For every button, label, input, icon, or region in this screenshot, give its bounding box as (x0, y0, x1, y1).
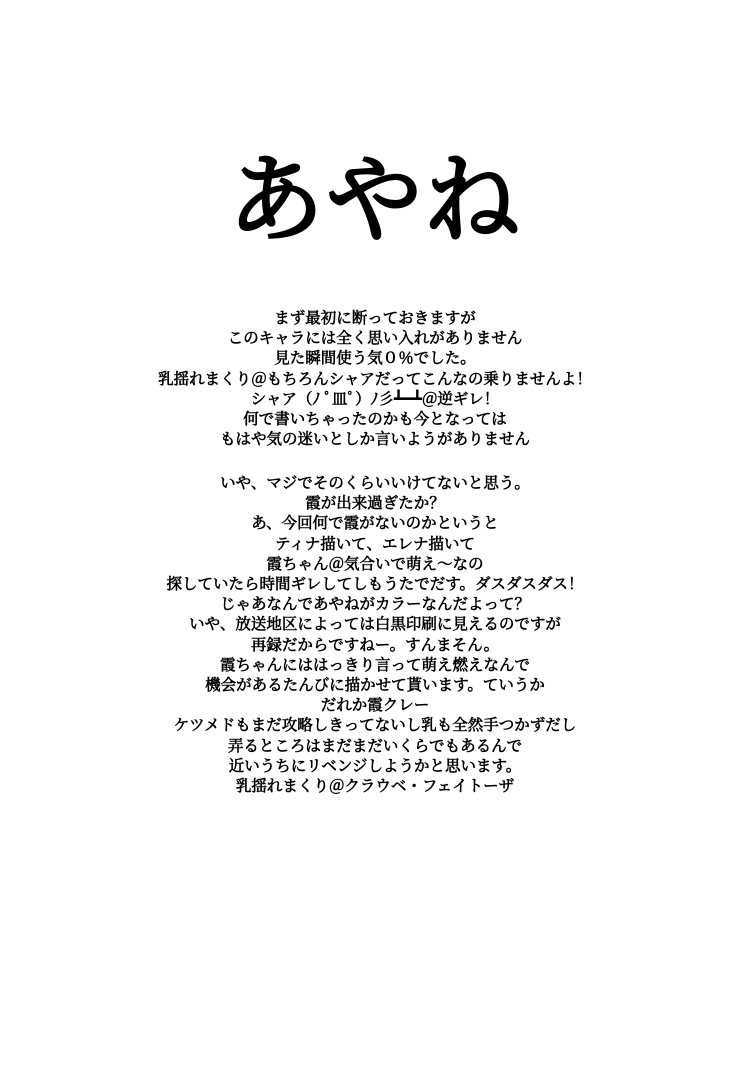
text-line: いや、マジでそのくらいいけてないと思う。 (220, 473, 530, 492)
text-line: ティナ描いて、エレナ描いて (275, 533, 475, 553)
page-title: あやね (228, 144, 522, 256)
text-line: シャア（ﾉ ﾟ皿ﾟ）ﾉ彡┻━┻＠逆ギレ！ (250, 388, 500, 408)
text-line: 再録だからですねー。すんまそん。 (250, 634, 500, 654)
text-line: いや、放送地区によっては白黒印刷に見えるのですが (189, 614, 561, 634)
afterword-paragraph-one (0, 308, 750, 449)
text-line: 近いうちにリベンジしようかと思います。 (228, 755, 522, 775)
text-line: まず最初に断っておきますが (274, 308, 476, 327)
text-line: このキャラには全く思い入れがありません (227, 328, 523, 348)
text-line: 霞ちゃんにははっきり言って萌え燃えなんで (219, 654, 530, 674)
text-line: 霞ちゃん＠気合いで萌え～なの (266, 553, 484, 573)
text-line: 乳揺れまくり＠もちろんシャアだってこんなの乗りませんよ！ (158, 368, 592, 388)
text-line: 霞が出来過ぎたか？ (305, 493, 445, 513)
text-line: 見た瞬間使う気０％でした。 (274, 348, 476, 368)
text-line: 何で書いちゃったのかも今となっては (243, 409, 507, 429)
afterword-paragraph-two (0, 473, 750, 796)
text-line: 探していたら時間ギレしてしもうたでだす。ダスダスダス！ (166, 574, 584, 594)
text-line: ケツメドもまだ攻略しきってないし乳も全然手つかずだし (173, 715, 577, 735)
text-line: だれか霞クレー (320, 695, 430, 715)
text-line: あ、今回何で霞がないのかというと (251, 513, 499, 533)
text-line: 乳揺れまくり＠クラウベ・フェイトーザ (235, 776, 515, 796)
text-line: もはや気の迷いとしか言いようがありません (219, 429, 530, 449)
text-line: 機会があるたんびに描かせて貰います。ていうか (205, 675, 545, 695)
text-line: 弄るところはまだまだいくらでもあるんで (227, 735, 523, 755)
text-line: じゃあなんであやねがカラーなんだよって？ (219, 594, 530, 614)
